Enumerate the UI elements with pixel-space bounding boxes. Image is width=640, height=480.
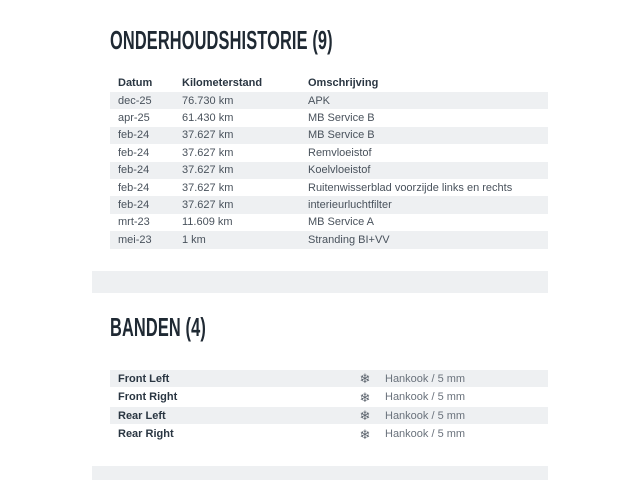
maintenance-kilometers: 37.627 km: [182, 181, 234, 194]
maintenance-table-row: [110, 214, 548, 231]
maintenance-description: MB Service A: [308, 216, 375, 229]
column-header-kilometerstand: Kilometerstand: [182, 77, 263, 89]
maintenance-kilometers: 61.430 km: [182, 112, 234, 125]
tire-table-row: [110, 370, 548, 387]
maintenance-table-row: [110, 92, 548, 109]
maintenance-description: Stranding BI+VV: [308, 233, 390, 246]
tire-position-label: Rear Right: [118, 428, 174, 441]
maintenance-table-row: [110, 144, 548, 161]
maintenance-description: interieurluchtfilter: [308, 199, 392, 212]
tire-table-row: [110, 407, 548, 424]
tire-brand-tread-value: Hankook / 5 mm: [385, 409, 466, 422]
snowflake-icon: ❄: [359, 426, 371, 442]
maintenance-description: APK: [308, 94, 331, 107]
maintenance-kilometers: 37.627 km: [182, 199, 234, 212]
tire-position-label: Front Left: [118, 372, 170, 385]
maintenance-kilometers: 37.627 km: [182, 146, 234, 159]
tire-brand-tread-value: Hankook / 5 mm: [385, 372, 466, 385]
maintenance-description: Remvloeistof: [308, 146, 372, 159]
maintenance-kilometers: 37.627 km: [182, 164, 234, 177]
maintenance-date: feb-24: [118, 146, 150, 159]
tire-brand-tread-value: Hankook / 5 mm: [385, 391, 466, 404]
maintenance-date: apr-25: [118, 112, 150, 125]
maintenance-date: mrt-23: [118, 216, 150, 229]
snowflake-icon: ❄: [359, 371, 371, 386]
maintenance-table-row: [110, 196, 548, 213]
tires-table: [110, 370, 548, 444]
maintenance-kilometers: 11.609 km: [182, 216, 233, 229]
maintenance-section-title: ONDERHOUDSHISTORIE (9): [110, 25, 333, 55]
maintenance-kilometers: 37.627 km: [182, 129, 234, 142]
maintenance-date: dec-25: [118, 94, 152, 107]
tire-table-row: [110, 389, 548, 406]
maintenance-table-row: [110, 231, 548, 248]
maintenance-description: Ruitenwisserblad voorzijde links en rechts: [308, 181, 513, 194]
maintenance-table-row: [110, 179, 548, 196]
tires-section-footer-band: [92, 466, 548, 480]
maintenance-description: MB Service B: [308, 112, 375, 125]
maintenance-table-row: [110, 162, 548, 179]
column-header-omschrijving: Omschrijving: [308, 77, 379, 89]
tire-position-label: Front Right: [118, 391, 178, 404]
maintenance-table: [110, 92, 548, 249]
maintenance-kilometers: 76.730 km: [182, 94, 234, 107]
maintenance-description: MB Service B: [308, 129, 375, 142]
maintenance-section-footer-band: [92, 271, 548, 293]
maintenance-date: feb-24: [118, 199, 150, 212]
maintenance-table-row: [110, 109, 548, 126]
maintenance-date: feb-24: [118, 164, 150, 177]
maintenance-description: Koelvloeistof: [308, 164, 371, 177]
maintenance-date: mei-23: [118, 233, 152, 246]
tire-position-label: Rear Left: [118, 409, 166, 422]
tire-brand-tread-value: Hankook / 5 mm: [385, 428, 466, 441]
snowflake-icon: ❄: [359, 408, 371, 424]
maintenance-table-row: [110, 127, 548, 144]
maintenance-date: feb-24: [118, 181, 150, 194]
tires-section-title: BANDEN (4): [110, 312, 206, 342]
column-header-datum: Datum: [118, 77, 153, 89]
snowflake-icon: ❄: [359, 389, 371, 405]
maintenance-kilometers: 1 km: [182, 233, 206, 246]
maintenance-date: feb-24: [118, 129, 150, 142]
maintenance-table-header: [110, 76, 548, 90]
tire-table-row: [110, 426, 548, 443]
